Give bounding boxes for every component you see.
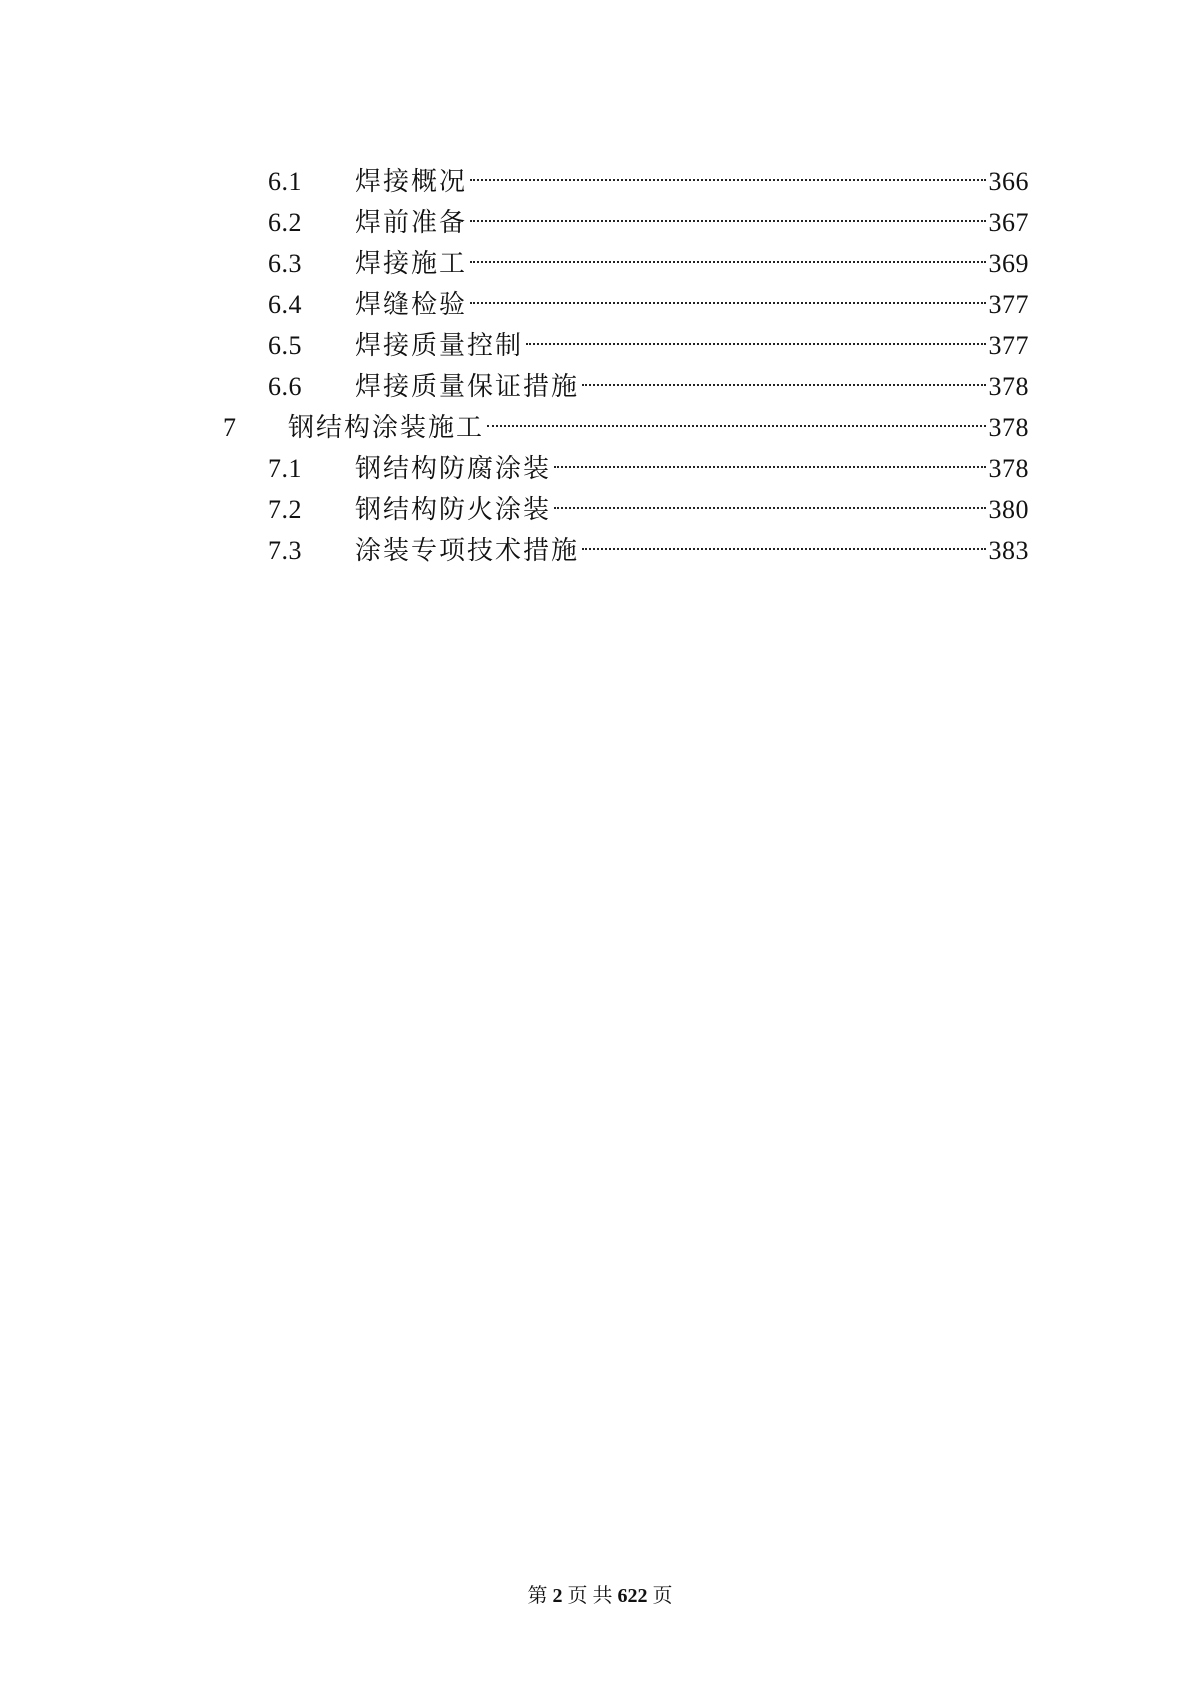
toc-entry-number: 6.4 (268, 290, 302, 319)
toc-entry-6-2[interactable] (268, 191, 1029, 237)
footer-prefix: 第 (527, 1585, 548, 1607)
toc-entry-7-3[interactable] (268, 519, 1029, 565)
footer-middle: 页 共 (567, 1585, 613, 1607)
toc-dot-leader (470, 191, 985, 231)
toc-entry-page: 380 (988, 495, 1029, 524)
toc-entry-6-1[interactable] (268, 150, 1029, 196)
toc-entry-title: 钢结构涂装施工 (288, 413, 485, 442)
toc-entry-page: 383 (988, 536, 1029, 565)
toc-entry-number: 6.3 (268, 249, 302, 278)
toc-dot-leader (526, 314, 985, 354)
toc-entry-number: 6.2 (268, 208, 302, 237)
toc-entry-title: 涂装专项技术措施 (355, 536, 580, 565)
toc-entry-7-1[interactable] (268, 437, 1029, 483)
toc-entry-7[interactable] (223, 396, 1029, 442)
page-footer (0, 1582, 1200, 1610)
footer-suffix: 页 (652, 1585, 673, 1607)
toc-entry-number: 6.6 (268, 372, 302, 401)
footer-current-page: 2 (552, 1585, 563, 1607)
toc-dot-leader (554, 437, 985, 477)
toc-entry-number: 7 (223, 413, 237, 442)
toc-entry-page: 378 (988, 372, 1029, 401)
toc-entry-page: 366 (988, 167, 1029, 196)
toc-entry-number: 7.1 (268, 454, 302, 483)
toc-entry-title: 焊接概况 (355, 167, 468, 196)
toc-entry-page: 377 (988, 290, 1029, 319)
toc-entry-page: 378 (988, 413, 1029, 442)
toc-entry-page: 369 (988, 249, 1029, 278)
toc-entry-6-6[interactable] (268, 355, 1029, 401)
toc-dot-leader (470, 273, 985, 313)
toc-dot-leader (470, 232, 985, 272)
toc-entry-title: 焊接施工 (355, 249, 468, 278)
toc-entry-number: 6.1 (268, 167, 302, 196)
toc-dot-leader (487, 396, 985, 436)
toc-dot-leader (554, 478, 985, 518)
toc-entry-page: 378 (988, 454, 1029, 483)
toc-entry-7-2[interactable] (268, 478, 1029, 524)
toc-entry-title: 钢结构防火涂装 (355, 495, 552, 524)
toc-dot-leader (582, 519, 985, 559)
toc-entry-number: 7.3 (268, 536, 302, 565)
toc-dot-leader (582, 355, 985, 395)
toc-entry-number: 6.5 (268, 331, 302, 360)
toc-entry-page: 377 (988, 331, 1029, 360)
toc-entry-number: 7.2 (268, 495, 302, 524)
toc-entry-title: 焊缝检验 (355, 290, 468, 319)
toc-entry-title: 钢结构防腐涂装 (355, 454, 552, 483)
toc-entry-title: 焊接质量保证措施 (355, 372, 580, 401)
toc-entry-page: 367 (988, 208, 1029, 237)
toc-entry-6-5[interactable] (268, 314, 1029, 360)
toc-entry-6-3[interactable] (268, 232, 1029, 278)
toc-entry-title: 焊接质量控制 (355, 331, 524, 360)
toc-entry-title: 焊前准备 (355, 208, 468, 237)
toc-dot-leader (470, 150, 985, 190)
toc-entry-6-4[interactable] (268, 273, 1029, 319)
footer-total-pages: 622 (617, 1585, 648, 1607)
